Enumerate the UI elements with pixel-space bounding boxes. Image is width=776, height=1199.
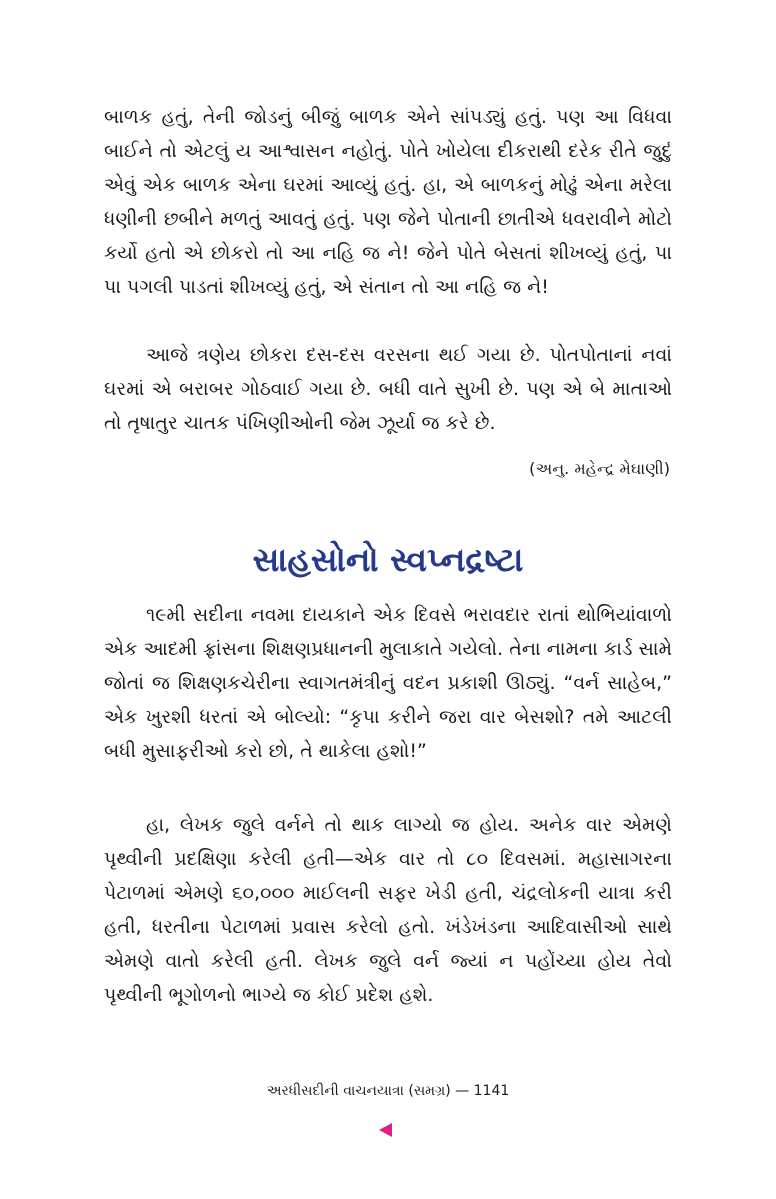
- article-title: સાહસોનો સ્વપ્નદ્રષ્ટા: [252, 540, 524, 579]
- previous-page-arrow-icon[interactable]: [379, 1123, 392, 1137]
- page-footer: અરધીસદીની વાચનયાત્રા (સમગ્ર) — 1141: [266, 1083, 510, 1099]
- previous-article-paragraph: બાળક હતું, તેની જોડનું બીજું બાળક એને સાંપડ્યું હતું. પણ આ વિધવા બાઈને તો એટલું ય આશ્વાસન નહોતું. પોતે ખોયેલા દીકરાથી દરેક રીતે જુદું એવું એક બાળક એના ઘરમાં આવ્યું હતું. હા, એ બાળકનું મોઢું એના મરેલા ધણીની છબીને મળતું આવતું હતું. પણ જેને પોતાની છાતીએ ધવરાવીને મોટો કર્યો હતો એ છોકરો તો આ નહિ જ ને! જેને પોતે બેસતાં શીખવ્યું હતું, પા પા પગલી પાડતાં શીખવ્યું હતું, એ સંતાન તો આ નહિ જ ને!: [104, 106, 672, 298]
- article-paragraph: હા, લેખક જુલે વર્નને તો થાક લાગ્યો જ હોય. અનેક વાર એમણે પૃથ્વીની પ્રદક્ષિણા કરેલી હતી—એક વાર તો ૮૦ દિવસમાં. મહાસાગરના પેટાળમાં એમણે ૬૦,૦૦૦ માઈલની સફર ખેડી હતી, ચંદ્રલોકની યાત્રા કરી હતી, ધરતીના પેટાળમાં પ્રવાસ કરેલો હતો. ખંડેખંડના આદિવાસીઓ સાથે એમણે વાતો કરેલી હતી. લેખક જુલે વર્ન જ્યાં ન પહોંચ્યા હોય તેવો પૃથ્વીની ભૂગોળનો ભાગ્યે જ કોઈ પ્રદેશ હશે.: [104, 814, 672, 1006]
- article-paragraph: ૧૯મી સદીના નવમા દાયકાને એક દિવસે ભરાવદાર રાતાં થોભિયાંવાળો એક આદમી ફ્રાંસના શિક્ષણપ્રધાનની મુલાકાતે ગયેલો. તેના નામના કાર્ડ સામે જોતાં જ શિક્ષણકચેરીના સ્વાગતમંત્રીનું વદન પ્રકાશી ઊઠ્યું. “વર્ન સાહેબ,” એક ખુરશી ધરતાં એ બોલ્યો: “કૃપા કરીને જરા વાર બેસશો? તમે આટલી બધી મુસાફરીઓ કરો છો, તે થાકેલા હશો!”: [104, 604, 672, 762]
- previous-article-paragraph: આજે ત્રણેય છોકરા દસ-દસ વરસના થઈ ગયા છે. પોતપોતાનાં નવાં ઘરમાં એ બરાબર ગોઠવાઈ ગયા છે. બધી વાતે સુખી છે. પણ એ બે માતાઓ તો તૃષાતુર ચાતક પંખિણીઓની જેમ ઝૂર્યા જ કરે છે.: [104, 344, 672, 434]
- translator-credit: (અનુ. મહેન્દ્ર મેઘાણી): [529, 459, 670, 478]
